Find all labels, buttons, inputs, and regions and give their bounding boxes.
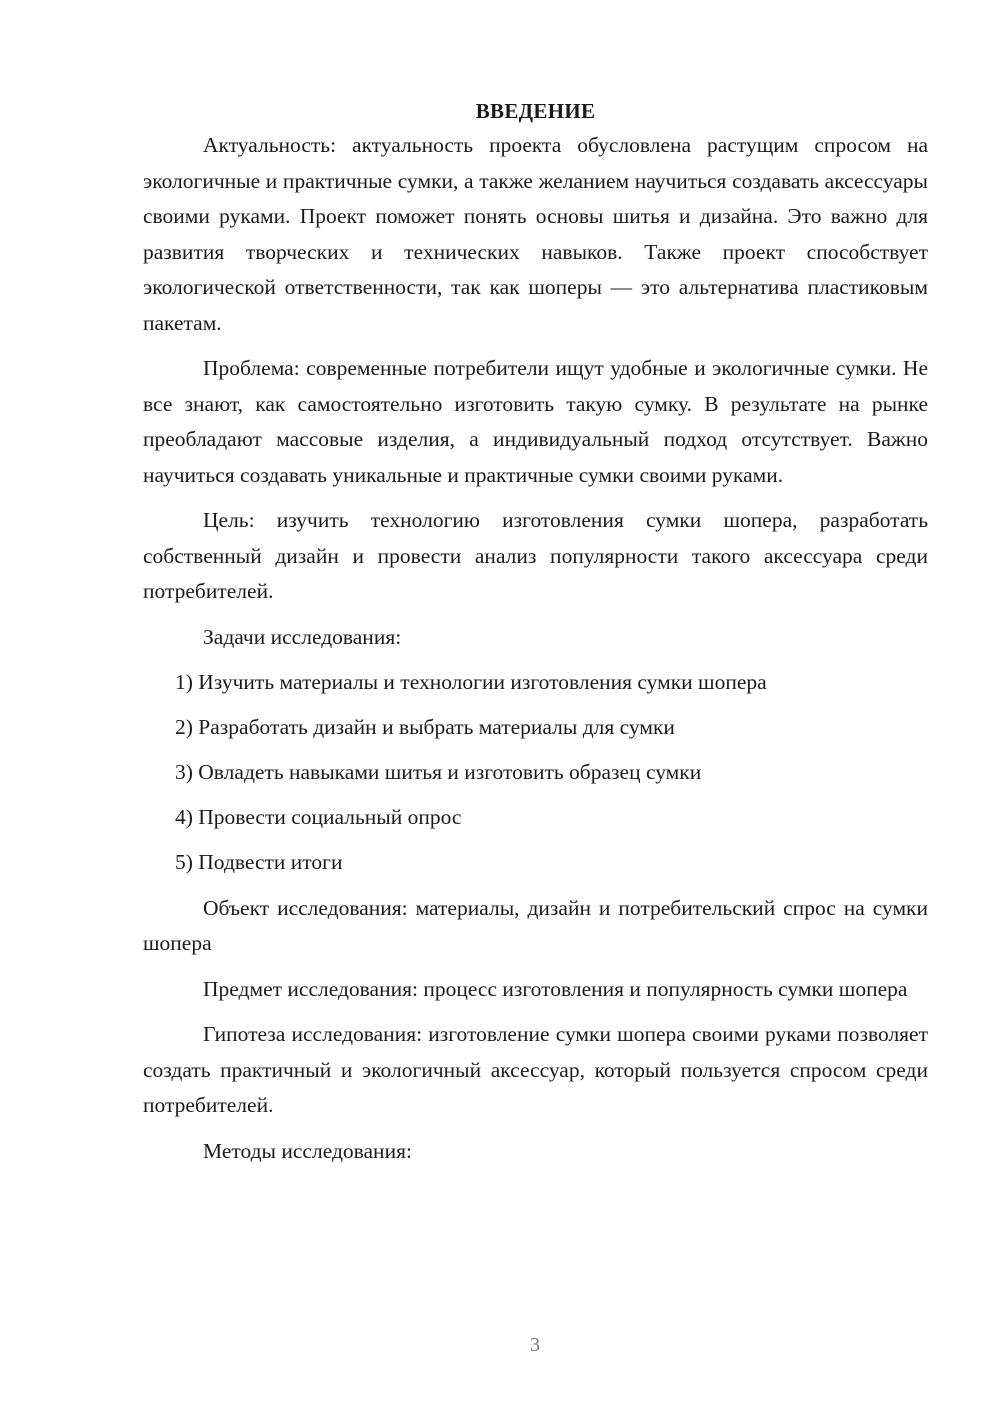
tasks-list <box>143 665 928 881</box>
list-item: 2) Разработать дизайн и выбрать материалы для сумки <box>175 715 675 739</box>
document-page <box>143 96 928 1179</box>
tasks-title: Задачи исследования: <box>203 624 402 649</box>
list-item: 3) Овладеть навыками шитья и изготовить образец сумки <box>175 760 702 784</box>
subject-paragraph: Предмет исследования: процесс изготовления и популярность сумки шопера <box>203 976 908 1001</box>
list-item: 5) Подвести итоги <box>175 850 343 874</box>
object-paragraph: Объект исследования: материалы, дизайн и потребительский спрос на сумки шопера <box>143 895 928 955</box>
hypothesis-paragraph: Гипотеза исследования: изготовление сумки шопера своими руками позволяет создать практичный и экологичный аксессуар, который пользуется спросом среди потребителей. <box>143 1022 928 1117</box>
page-heading: ВВЕДЕНИЕ <box>475 99 596 123</box>
page-number: 3 <box>530 1334 540 1356</box>
list-item: 4) Провести социальный опрос <box>175 805 462 829</box>
goal-paragraph: Цель: изучить технологию изготовления сумки шопера, разработать собственный дизайн и провести анализ популярности такого аксессуара среди потребителей. <box>143 508 928 603</box>
list-item: 1) Изучить материалы и технологии изготовления сумки шопера <box>175 670 767 694</box>
problem-paragraph: Проблема: современные потребители ищут удобные и экологичные сумки. Не все знают, как самостоятельно изготовить такую сумку. В результате на рынке преобладают массовые изделия, а индивидуальный подход отсутствует. Важно научиться создавать уникальные и практичные сумки своими руками. <box>143 356 928 487</box>
methods-title: Методы исследования: <box>203 1138 412 1163</box>
relevance-paragraph: Актуальность: актуальность проекта обусловлена растущим спросом на экологичные и практичные сумки, а также желанием научиться создавать аксессуары своими руками. Проект поможет понять основы шитья и дизайна. Это важно для развития творческих и технических навыков. Также проект способствует экологической ответственности, так как шоперы — это альтернатива пластиковым пакетам. <box>143 133 928 335</box>
